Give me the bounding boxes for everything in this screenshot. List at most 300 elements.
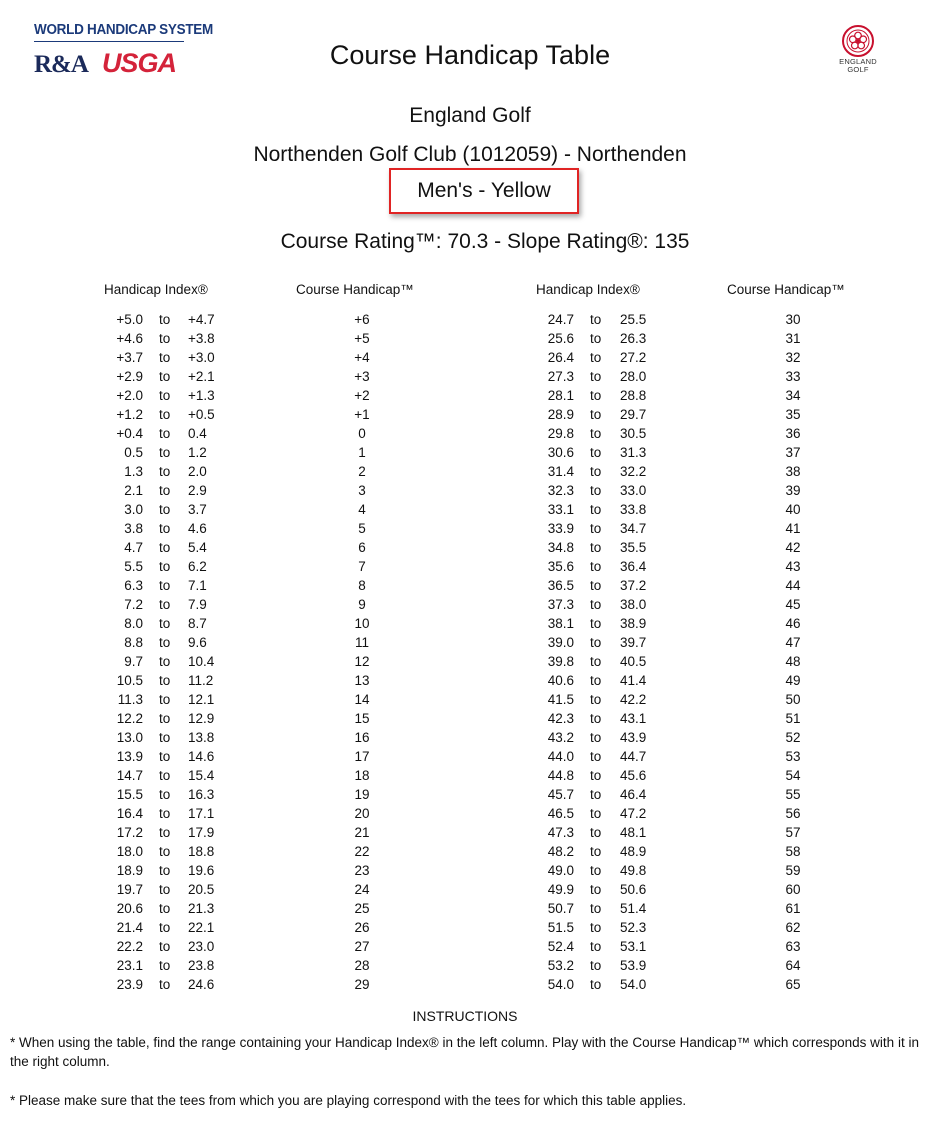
- right-index-to: 48.9: [620, 844, 647, 859]
- left-index-to: 24.6: [188, 977, 215, 992]
- right-index-from: 24.7: [547, 312, 574, 327]
- left-index-from: 8.0: [124, 616, 143, 631]
- right-index-from: 30.6: [547, 445, 574, 460]
- right-course-handicap: 64: [785, 958, 801, 973]
- right-to-word: to: [590, 578, 602, 593]
- table-row: [0, 937, 940, 956]
- table-row: [0, 595, 940, 614]
- left-index-from: 18.9: [116, 863, 143, 878]
- right-course-handicap: 30: [785, 312, 801, 327]
- left-to-word: to: [159, 312, 171, 327]
- left-index-to: +3.0: [188, 350, 215, 365]
- left-index-to: +4.7: [188, 312, 215, 327]
- left-course-handicap: 23: [354, 863, 370, 878]
- right-index-to: 43.9: [620, 730, 647, 745]
- table-row: [0, 918, 940, 937]
- table-row: [0, 956, 940, 975]
- instructions-title: INSTRUCTIONS: [412, 1008, 518, 1024]
- right-to-word: to: [590, 692, 602, 707]
- right-index-to: 32.2: [620, 464, 647, 479]
- left-index-from: 14.7: [116, 768, 143, 783]
- left-to-word: to: [159, 369, 171, 384]
- right-to-word: to: [590, 559, 602, 574]
- left-course-handicap: 6: [358, 540, 366, 555]
- left-course-handicap: +5: [354, 331, 370, 346]
- right-to-word: to: [590, 597, 602, 612]
- right-index-to: 41.4: [620, 673, 647, 688]
- left-index-from: 9.7: [124, 654, 143, 669]
- left-to-word: to: [159, 825, 171, 840]
- right-course-handicap: 58: [785, 844, 801, 859]
- table-row: [0, 728, 940, 747]
- left-index-to: 4.6: [188, 521, 207, 536]
- england-logo-text: ENGLAND: [839, 57, 877, 66]
- table-row: [0, 424, 940, 443]
- left-to-word: to: [159, 863, 171, 878]
- left-to-word: to: [159, 920, 171, 935]
- left-to-word: to: [159, 350, 171, 365]
- left-index-to: 13.8: [188, 730, 215, 745]
- left-course-handicap: 15: [354, 711, 370, 726]
- right-index-from: 29.8: [547, 426, 574, 441]
- left-to-word: to: [159, 521, 171, 536]
- tee-name: Men's - Yellow: [417, 179, 551, 202]
- right-course-handicap: 43: [785, 559, 801, 574]
- right-course-handicap: 39: [785, 483, 801, 498]
- right-course-handicap: 33: [785, 369, 801, 384]
- left-course-handicap: +2: [354, 388, 370, 403]
- right-to-word: to: [590, 483, 602, 498]
- club-name: Northenden Golf Club (1012059) - Northenden: [253, 143, 687, 166]
- right-index-from: 39.8: [547, 654, 574, 669]
- left-to-word: to: [159, 730, 171, 745]
- left-index-from: +1.2: [116, 407, 143, 422]
- left-index-to: 2.0: [188, 464, 207, 479]
- right-index-to: 50.6: [620, 882, 647, 897]
- right-course-handicap: 62: [785, 920, 801, 935]
- left-to-word: to: [159, 901, 171, 916]
- left-course-handicap: 19: [354, 787, 370, 802]
- right-to-word: to: [590, 464, 602, 479]
- left-course-handicap: 25: [354, 901, 370, 916]
- left-index-to: 7.9: [188, 597, 207, 612]
- left-index-from: +2.9: [116, 369, 143, 384]
- right-to-word: to: [590, 901, 602, 916]
- right-index-to: 51.4: [620, 901, 647, 916]
- right-index-to: 46.4: [620, 787, 647, 802]
- left-index-to: +0.5: [188, 407, 215, 422]
- right-index-from: 35.6: [547, 559, 574, 574]
- right-index-to: 39.7: [620, 635, 647, 650]
- left-to-word: to: [159, 939, 171, 954]
- left-to-word: to: [159, 958, 171, 973]
- left-index-to: 23.0: [188, 939, 215, 954]
- right-index-from: 27.3: [547, 369, 574, 384]
- left-course-handicap: 28: [354, 958, 370, 973]
- left-index-from: 22.2: [116, 939, 143, 954]
- left-course-handicap: +4: [354, 350, 370, 365]
- right-to-word: to: [590, 958, 602, 973]
- left-index-to: 17.1: [188, 806, 215, 821]
- left-course-header: Course Handicap™: [296, 282, 414, 297]
- left-index-to: +3.8: [188, 331, 215, 346]
- right-to-word: to: [590, 521, 602, 536]
- right-index-from: 46.5: [547, 806, 574, 821]
- left-to-word: to: [159, 673, 171, 688]
- page-title: Course Handicap Table: [329, 40, 611, 70]
- left-index-to: 16.3: [188, 787, 215, 802]
- tee-highlight-box: [389, 168, 579, 214]
- right-index-from: 37.3: [547, 597, 574, 612]
- right-index-from: 28.1: [547, 388, 574, 403]
- right-index-to: 38.0: [620, 597, 647, 612]
- left-index-from: +3.7: [116, 350, 143, 365]
- right-course-handicap: 31: [785, 331, 801, 346]
- left-index-to: 19.6: [188, 863, 215, 878]
- right-to-word: to: [590, 426, 602, 441]
- table-row: [0, 538, 940, 557]
- table-row: [0, 329, 940, 348]
- right-course-handicap: 40: [785, 502, 801, 517]
- left-course-handicap: 9: [358, 597, 366, 612]
- left-course-handicap: 12: [354, 654, 370, 669]
- table-row: [0, 690, 940, 709]
- right-to-word: to: [590, 369, 602, 384]
- right-index-to: 30.5: [620, 426, 647, 441]
- right-index-to: 38.9: [620, 616, 647, 631]
- table-row: [0, 443, 940, 462]
- left-course-handicap: 5: [358, 521, 366, 536]
- right-index-to: 40.5: [620, 654, 647, 669]
- left-course-handicap: 29: [354, 977, 370, 992]
- table-row: [0, 462, 940, 481]
- left-index-from: 13.9: [116, 749, 143, 764]
- left-to-word: to: [159, 768, 171, 783]
- left-index-to: 15.4: [188, 768, 215, 783]
- table-row: [0, 671, 940, 690]
- right-to-word: to: [590, 350, 602, 365]
- table-row: [0, 747, 940, 766]
- right-to-word: to: [590, 787, 602, 802]
- right-course-handicap: 37: [785, 445, 801, 460]
- right-index-from: 40.6: [547, 673, 574, 688]
- table-row: [0, 367, 940, 386]
- right-index-from: 54.0: [547, 977, 574, 992]
- right-course-handicap: 44: [785, 578, 801, 593]
- left-course-handicap: 17: [354, 749, 370, 764]
- right-course-handicap: 57: [785, 825, 801, 840]
- right-to-word: to: [590, 768, 602, 783]
- left-course-handicap: 7: [358, 559, 366, 574]
- left-to-word: to: [159, 692, 171, 707]
- table-row: [0, 348, 940, 367]
- left-to-word: to: [159, 844, 171, 859]
- right-index-from: 38.1: [547, 616, 574, 631]
- right-index-from: 43.2: [547, 730, 574, 745]
- right-index-to: 29.7: [620, 407, 647, 422]
- left-course-handicap: 22: [354, 844, 370, 859]
- left-to-word: to: [159, 711, 171, 726]
- left-to-word: to: [159, 407, 171, 422]
- right-to-word: to: [590, 844, 602, 859]
- right-index-to: 34.7: [620, 521, 647, 536]
- left-course-handicap: 1: [358, 445, 366, 460]
- left-to-word: to: [159, 635, 171, 650]
- right-index-to: 53.9: [620, 958, 647, 973]
- right-course-handicap: 42: [785, 540, 801, 555]
- left-to-word: to: [159, 616, 171, 631]
- right-index-header: Handicap Index®: [536, 282, 640, 297]
- left-to-word: to: [159, 597, 171, 612]
- ra-logo-text: R&A: [34, 51, 88, 78]
- right-to-word: to: [590, 882, 602, 897]
- right-course-handicap: 36: [785, 426, 801, 441]
- table-row: [0, 481, 940, 500]
- right-index-to: 25.5: [620, 312, 647, 327]
- instruction-line-2: * Please make sure that the tees from which you are playing correspond with the tees for which this table applies.: [10, 1093, 687, 1108]
- association-name: England Golf: [409, 104, 531, 127]
- right-index-from: 33.9: [547, 521, 574, 536]
- left-index-from: 6.3: [124, 578, 143, 593]
- left-index-to: 12.9: [188, 711, 215, 726]
- left-index-from: 3.8: [124, 521, 143, 536]
- right-index-from: 34.8: [547, 540, 574, 555]
- left-index-to: 8.7: [188, 616, 207, 631]
- left-index-to: 9.6: [188, 635, 207, 650]
- right-course-handicap: 55: [785, 787, 801, 802]
- left-index-to: 12.1: [188, 692, 215, 707]
- right-index-to: 33.0: [620, 483, 647, 498]
- left-index-to: 20.5: [188, 882, 215, 897]
- right-index-from: 48.2: [547, 844, 574, 859]
- table-row: [0, 633, 940, 652]
- right-index-to: 45.6: [620, 768, 647, 783]
- left-index-from: +0.4: [116, 426, 143, 441]
- usga-logo-text: USGA: [101, 48, 176, 78]
- left-to-word: to: [159, 787, 171, 802]
- right-index-to: 35.5: [620, 540, 647, 555]
- left-course-handicap: 24: [354, 882, 370, 897]
- right-index-from: 49.9: [547, 882, 574, 897]
- table-row: [0, 899, 940, 918]
- right-to-word: to: [590, 920, 602, 935]
- right-index-to: 52.3: [620, 920, 647, 935]
- right-to-word: to: [590, 445, 602, 460]
- left-to-word: to: [159, 977, 171, 992]
- left-index-from: 12.2: [116, 711, 143, 726]
- left-index-from: 13.0: [116, 730, 143, 745]
- left-course-handicap: 11: [354, 635, 369, 650]
- right-index-to: 47.2: [620, 806, 647, 821]
- left-to-word: to: [159, 559, 171, 574]
- left-to-word: to: [159, 426, 171, 441]
- right-to-word: to: [590, 331, 602, 346]
- table-row: [0, 823, 940, 842]
- left-course-handicap: 26: [354, 920, 370, 935]
- right-course-handicap: 41: [785, 521, 801, 536]
- left-to-word: to: [159, 502, 171, 517]
- right-index-to: 42.2: [620, 692, 647, 707]
- right-index-to: 54.0: [620, 977, 647, 992]
- right-course-handicap: 45: [785, 597, 801, 612]
- left-index-from: 17.2: [116, 825, 143, 840]
- right-course-handicap: 47: [785, 635, 801, 650]
- right-to-word: to: [590, 939, 602, 954]
- right-index-to: 49.8: [620, 863, 647, 878]
- left-to-word: to: [159, 578, 171, 593]
- left-index-header: Handicap Index®: [104, 282, 208, 297]
- right-course-handicap: 50: [785, 692, 801, 707]
- left-to-word: to: [159, 882, 171, 897]
- right-course-header: Course Handicap™: [727, 282, 845, 297]
- left-to-word: to: [159, 540, 171, 555]
- left-index-from: 2.1: [124, 483, 143, 498]
- right-index-from: 28.9: [547, 407, 574, 422]
- left-index-to: 23.8: [188, 958, 215, 973]
- right-to-word: to: [590, 825, 602, 840]
- left-course-handicap: 0: [358, 426, 366, 441]
- right-to-word: to: [590, 654, 602, 669]
- left-index-from: 3.0: [124, 502, 143, 517]
- right-to-word: to: [590, 749, 602, 764]
- left-index-to: 0.4: [188, 426, 207, 441]
- left-index-from: 0.5: [124, 445, 143, 460]
- left-index-from: 18.0: [116, 844, 143, 859]
- left-course-handicap: +6: [354, 312, 370, 327]
- table-row: [0, 785, 940, 804]
- left-to-word: to: [159, 806, 171, 821]
- left-index-from: 23.9: [116, 977, 143, 992]
- left-index-to: 14.6: [188, 749, 215, 764]
- table-row: [0, 500, 940, 519]
- right-index-from: 50.7: [547, 901, 574, 916]
- right-index-from: 47.3: [547, 825, 574, 840]
- right-course-handicap: 34: [785, 388, 801, 403]
- left-to-word: to: [159, 749, 171, 764]
- table-row: [0, 842, 940, 861]
- table-row: [0, 519, 940, 538]
- left-course-handicap: 27: [354, 939, 370, 954]
- right-to-word: to: [590, 863, 602, 878]
- instruction-line-1: * When using the table, find the range containing your Handicap Index® in the left column. Play with the Course Handicap™ which corresponds with it in the right column.: [10, 1035, 919, 1069]
- right-course-handicap: 46: [785, 616, 801, 631]
- left-course-handicap: 4: [358, 502, 366, 517]
- right-index-from: 33.1: [547, 502, 574, 517]
- right-to-word: to: [590, 388, 602, 403]
- right-course-handicap: 52: [785, 730, 801, 745]
- whs-logo-text: WORLD HANDICAP SYSTEM: [34, 22, 213, 38]
- right-index-to: 33.8: [620, 502, 647, 517]
- right-index-to: 48.1: [620, 825, 647, 840]
- right-course-handicap: 51: [785, 711, 801, 726]
- right-index-from: 42.3: [547, 711, 574, 726]
- left-index-from: 11.3: [117, 692, 143, 707]
- right-index-to: 37.2: [620, 578, 647, 593]
- table-row: [0, 557, 940, 576]
- right-index-from: 44.0: [547, 749, 574, 764]
- left-course-handicap: 20: [354, 806, 370, 821]
- left-index-to: 3.7: [188, 502, 207, 517]
- left-index-from: 20.6: [116, 901, 143, 916]
- left-index-from: 5.5: [124, 559, 143, 574]
- left-index-to: 2.9: [188, 483, 207, 498]
- right-index-to: 44.7: [620, 749, 647, 764]
- table-row: [0, 310, 940, 329]
- right-index-from: 49.0: [547, 863, 574, 878]
- left-course-handicap: +1: [354, 407, 370, 422]
- right-index-to: 27.2: [620, 350, 647, 365]
- right-to-word: to: [590, 616, 602, 631]
- right-index-from: 36.5: [547, 578, 574, 593]
- right-course-handicap: 48: [785, 654, 801, 669]
- table-row: [0, 804, 940, 823]
- table-row: [0, 709, 940, 728]
- left-course-handicap: 16: [354, 730, 370, 745]
- left-course-handicap: 18: [354, 768, 370, 783]
- table-row: [0, 880, 940, 899]
- right-to-word: to: [590, 502, 602, 517]
- left-index-from: 23.1: [116, 958, 143, 973]
- left-index-from: 7.2: [124, 597, 143, 612]
- table-row: [0, 652, 940, 671]
- left-course-handicap: 13: [354, 673, 370, 688]
- left-index-from: 19.7: [116, 882, 143, 897]
- right-index-from: 26.4: [547, 350, 574, 365]
- left-to-word: to: [159, 483, 171, 498]
- right-index-from: 31.4: [547, 464, 574, 479]
- right-to-word: to: [590, 977, 602, 992]
- right-to-word: to: [590, 673, 602, 688]
- table-row: [0, 576, 940, 595]
- left-to-word: to: [159, 331, 171, 346]
- right-course-handicap: 56: [785, 806, 801, 821]
- left-course-handicap: 2: [358, 464, 366, 479]
- table-row: [0, 386, 940, 405]
- right-index-to: 43.1: [620, 711, 647, 726]
- right-index-from: 39.0: [547, 635, 574, 650]
- right-course-handicap: 65: [785, 977, 801, 992]
- left-index-to: 10.4: [188, 654, 215, 669]
- right-index-from: 44.8: [547, 768, 574, 783]
- right-course-handicap: 60: [785, 882, 801, 897]
- left-index-from: 8.8: [124, 635, 143, 650]
- left-index-from: +4.6: [116, 331, 143, 346]
- table-row: [0, 614, 940, 633]
- right-course-handicap: 38: [785, 464, 801, 479]
- left-index-from: +5.0: [116, 312, 143, 327]
- right-course-handicap: 35: [785, 407, 801, 422]
- left-to-word: to: [159, 654, 171, 669]
- right-index-from: 25.6: [547, 331, 574, 346]
- table-row: [0, 975, 940, 994]
- left-index-from: 15.5: [116, 787, 143, 802]
- right-to-word: to: [590, 730, 602, 745]
- course-slope-rating: Course Rating™: 70.3 - Slope Rating®: 135: [280, 230, 690, 253]
- right-course-handicap: 61: [785, 901, 801, 916]
- right-index-to: 36.4: [620, 559, 647, 574]
- right-index-to: 28.8: [620, 388, 647, 403]
- left-index-from: 4.7: [124, 540, 143, 555]
- left-index-from: +2.0: [116, 388, 143, 403]
- right-index-from: 52.4: [547, 939, 574, 954]
- table-row: [0, 405, 940, 424]
- left-index-to: 11.2: [188, 673, 214, 688]
- right-index-to: 28.0: [620, 369, 647, 384]
- left-index-to: 17.9: [188, 825, 215, 840]
- left-index-from: 1.3: [124, 464, 143, 479]
- left-index-to: 1.2: [188, 445, 207, 460]
- right-course-handicap: 53: [785, 749, 801, 764]
